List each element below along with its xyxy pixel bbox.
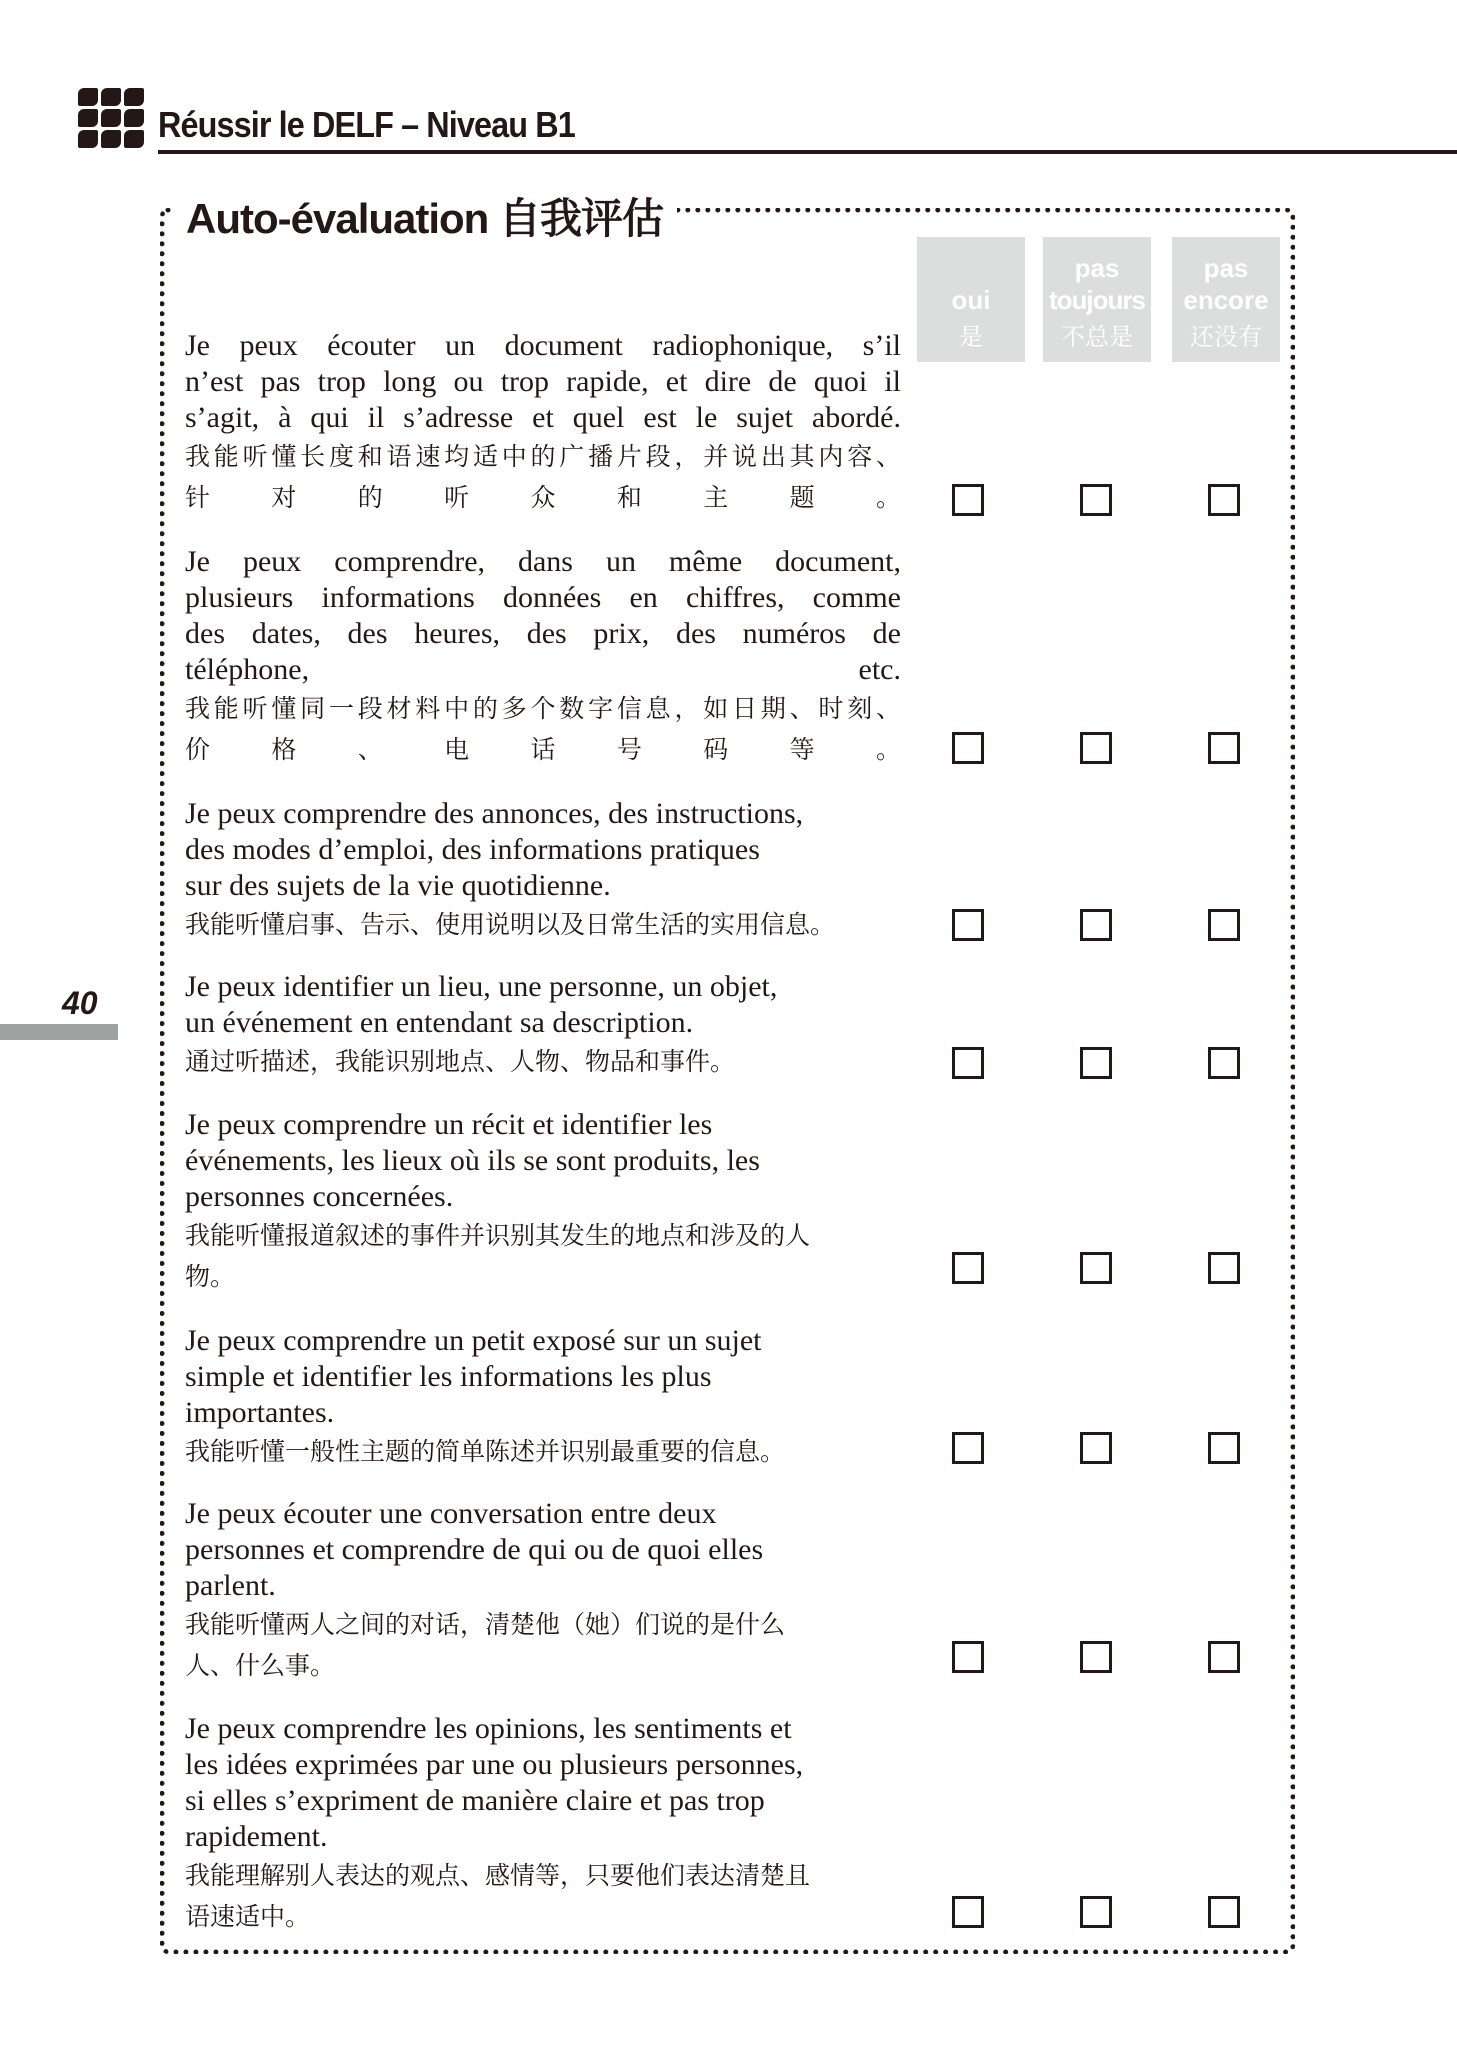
statement-fr: n’est pas trop long ou trop rapide, et dire de quoi il <box>185 365 901 398</box>
statement-fr: téléphone, etc. <box>185 653 901 686</box>
column-label-zh: 是 <box>959 324 983 351</box>
book-title: Réussir le DELF – Niveau B1 <box>158 104 575 145</box>
checkbox-pas-toujours[interactable] <box>1080 1252 1112 1284</box>
column-label: oui <box>951 285 991 315</box>
column-label: pas <box>1074 253 1120 283</box>
statement-fr: personnes et comprendre de qui ou de quoi elles <box>185 1533 764 1566</box>
column-header-pas-toujours <box>1043 237 1151 362</box>
checkbox-oui[interactable] <box>952 732 984 764</box>
page-number-bar <box>0 1024 118 1040</box>
statement-fr: si elles s’expriment de manière claire et pas trop <box>185 1784 765 1817</box>
column-header-pas-encore <box>1172 237 1280 362</box>
statement-zh: 物。 <box>185 1262 236 1291</box>
checkbox-pas-toujours[interactable] <box>1080 732 1112 764</box>
column-label-zh: 不总是 <box>1061 324 1133 351</box>
statement-fr: importantes. <box>185 1396 335 1429</box>
checkbox-oui[interactable] <box>952 484 984 516</box>
column-label: toujours <box>1049 285 1145 315</box>
statement-zh: 人、什么事。 <box>185 1651 336 1680</box>
statement-zh: 针对的听众和主题。 <box>185 483 901 512</box>
statement-zh: 我能听懂启事、告示、使用说明以及日常生活的实用信息。 <box>185 910 836 939</box>
statement-fr: des modes d’emploi, des informations pratiques <box>185 833 760 866</box>
checkbox-pas-encore[interactable] <box>1208 1432 1240 1464</box>
statement-fr: un événement en entendant sa description. <box>185 1006 694 1039</box>
statement-fr: plusieurs informations données en chiffres, comme <box>185 581 901 614</box>
column-header-oui <box>917 237 1025 362</box>
statement-zh: 我能理解别人表达的观点、感情等，只要他们表达清楚且 <box>185 1861 811 1890</box>
column-label: pas <box>1203 253 1249 283</box>
statement-zh: 价格、电话号码等。 <box>185 735 901 764</box>
checkbox-oui[interactable] <box>952 1432 984 1464</box>
statement-zh: 我能听懂同一段材料中的多个数字信息，如日期、时刻、 <box>185 694 901 723</box>
statement-fr: sur des sujets de la vie quotidienne. <box>185 869 611 902</box>
statement-zh: 我能听懂长度和语速均适中的广播片段，并说出其内容、 <box>185 442 901 471</box>
checkbox-oui[interactable] <box>952 1047 984 1079</box>
checkbox-pas-toujours[interactable] <box>1080 909 1112 941</box>
evaluation-item <box>185 796 901 945</box>
statement-fr: Je peux comprendre un récit et identifier les <box>185 1108 713 1141</box>
statement-zh: 我能听懂报道叙述的事件并识别其发生的地点和涉及的人 <box>185 1221 811 1250</box>
checkbox-pas-encore[interactable] <box>1208 1641 1240 1673</box>
statement-fr: les idées exprimées par une ou plusieurs personnes, <box>185 1748 804 1781</box>
checkbox-pas-encore[interactable] <box>1208 1047 1240 1079</box>
statement-fr: Je peux comprendre les opinions, les sentiments et <box>185 1712 792 1745</box>
evaluation-item <box>185 1711 901 1937</box>
checkbox-pas-toujours[interactable] <box>1080 1047 1112 1079</box>
statement-fr: rapidement. <box>185 1820 328 1853</box>
checkbox-pas-toujours[interactable] <box>1080 1896 1112 1928</box>
header-rule <box>158 150 1457 154</box>
checkbox-pas-toujours[interactable] <box>1080 1641 1112 1673</box>
statement-fr: simple et identifier les informations les plus <box>185 1360 712 1393</box>
column-label: encore <box>1183 285 1269 315</box>
checkbox-pas-encore[interactable] <box>1208 732 1240 764</box>
page-number: 40 <box>62 985 98 1021</box>
checkbox-oui[interactable] <box>952 909 984 941</box>
checkbox-pas-encore[interactable] <box>1208 484 1240 516</box>
checkbox-pas-encore[interactable] <box>1208 909 1240 941</box>
checkbox-pas-toujours[interactable] <box>1080 1432 1112 1464</box>
checkbox-pas-toujours[interactable] <box>1080 484 1112 516</box>
statement-fr: des dates, des heures, des prix, des numéros de <box>185 617 901 650</box>
evaluation-item <box>185 328 901 518</box>
statement-fr: Je peux comprendre, dans un même document, <box>185 545 901 578</box>
checkbox-oui[interactable] <box>952 1641 984 1673</box>
statement-fr: Je peux comprendre des annonces, des instructions, <box>185 797 804 830</box>
checkbox-oui[interactable] <box>952 1896 984 1928</box>
book-logo <box>78 88 144 148</box>
section-title: Auto-évaluation 自我评估 <box>172 186 677 246</box>
evaluation-item <box>185 544 901 770</box>
statement-fr: Je peux identifier un lieu, une personne, un objet, <box>185 970 778 1003</box>
evaluation-item <box>185 1496 901 1686</box>
checkbox-pas-encore[interactable] <box>1208 1896 1240 1928</box>
statement-fr: événements, les lieux où ils se sont produits, les <box>185 1144 760 1177</box>
evaluation-item <box>185 969 901 1082</box>
column-label-zh: 还没有 <box>1190 324 1262 351</box>
statement-zh: 我能听懂一般性主题的简单陈述并识别最重要的信息。 <box>185 1437 786 1466</box>
statement-fr: s’agit, à qui il s’adresse et quel est le sujet abordé. <box>185 401 901 434</box>
checkbox-oui[interactable] <box>952 1252 984 1284</box>
statement-fr: personnes concernées. <box>185 1180 454 1213</box>
evaluation-item <box>185 1107 901 1297</box>
statement-zh: 我能听懂两人之间的对话，清楚他（她）们说的是什么 <box>185 1610 786 1639</box>
statement-fr: Je peux écouter une conversation entre deux <box>185 1497 717 1530</box>
statement-fr: Je peux comprendre un petit exposé sur un sujet <box>185 1324 762 1357</box>
statement-fr: parlent. <box>185 1569 276 1602</box>
statement-fr: Je peux écouter un document radiophonique, s’il <box>185 329 901 362</box>
statement-zh: 语速适中。 <box>185 1902 311 1931</box>
statement-zh: 通过听描述，我能识别地点、人物、物品和事件。 <box>185 1047 736 1076</box>
checkbox-pas-encore[interactable] <box>1208 1252 1240 1284</box>
evaluation-item <box>185 1323 901 1472</box>
